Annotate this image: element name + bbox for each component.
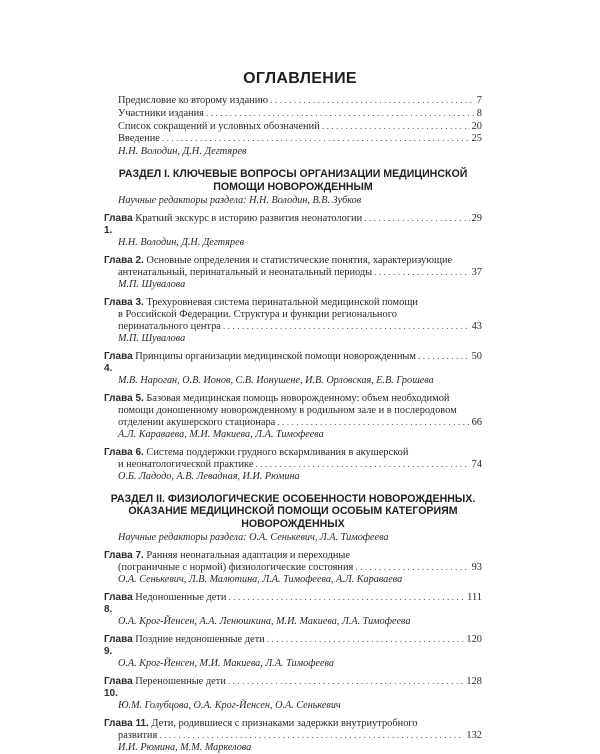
chapter-page: 93 <box>471 562 482 574</box>
chapter-title: отделении акушерского стационара <box>118 417 276 428</box>
chapter-label: Глава 3. <box>104 297 144 308</box>
chapter-title: Ранняя неонатальная адаптация и переходные <box>146 550 351 562</box>
toc-entry-page: 25 <box>471 133 482 145</box>
chapter-entry[interactable] <box>104 718 482 754</box>
chapter-label: Глава 2. <box>104 255 144 266</box>
dot-leader <box>206 109 475 121</box>
chapter-title-line <box>104 405 482 417</box>
section-heading-line: РАЗДЕЛ I. КЛЮЧЕВЫЕ ВОПРОСЫ ОРГАНИЗАЦИИ МЕДИЦИНСКОЙ <box>118 168 468 181</box>
chapter-title-line <box>104 592 482 616</box>
chapter-page: 29 <box>471 213 482 224</box>
chapter-title-line <box>104 309 482 321</box>
chapter-page: 111 <box>467 592 482 604</box>
chapter-title: Дети, родившиеся с признаками задержки внутриутробного <box>151 718 418 730</box>
chapter-label: Глава 9. <box>104 634 133 658</box>
chapter-title: (пограничные с нормой) физиологические состояния <box>118 562 354 574</box>
chapter-page: 43 <box>471 321 482 332</box>
chapter-title: Краткий экскурс в историю развития неонатологии <box>135 213 363 224</box>
chapter-entry[interactable] <box>104 297 482 345</box>
dot-leader <box>228 676 465 688</box>
chapter-title-line <box>104 676 482 700</box>
chapter-title-line <box>104 562 482 574</box>
toc-entry[interactable] <box>118 95 482 108</box>
chapter-title: Система поддержки грудного вскармливания в акушерской <box>146 447 409 458</box>
dot-leader <box>374 267 469 279</box>
section-heading <box>104 493 482 530</box>
toc-entry[interactable] <box>118 133 482 146</box>
front-matter-list <box>118 95 482 158</box>
chapter-authors: М.В. Нароган, О.В. Ионов, С.В. Ионушене, И.В. Орловская, Е.В. Грошева <box>118 375 434 386</box>
dot-leader <box>267 634 465 646</box>
chapter-title-line <box>104 393 482 405</box>
chapter-title-line <box>104 634 482 658</box>
toc-entry[interactable] <box>118 121 482 134</box>
chapter-title: развития <box>118 730 158 742</box>
chapter-title-line <box>104 351 482 375</box>
chapter-authors: М.П. Шувалова <box>118 333 186 344</box>
chapter-label: Глава 10. <box>104 676 133 700</box>
chapter-title: Трехуровневая система перинатальной медицинской помощи <box>146 297 418 308</box>
chapter-authors: О.А. Сенькевич, Л.В. Малютина, Л.А. Тимофеева, А.Л. Караваева <box>118 574 403 586</box>
toc-entry-title: Участники издания <box>118 107 204 119</box>
section-editors: Научные редакторы раздела: О.А. Сенькевич, Л.А. Тимофеева <box>118 532 389 544</box>
chapter-label: Глава 4. <box>104 351 133 374</box>
chapter-title-line <box>104 321 482 333</box>
chapter-authors: Ю.М. Голубцова, О.А. Крог-Йенсен, О.А. Сенькевич <box>118 700 341 712</box>
chapter-title: Основные определения и статистические понятия, характеризующие <box>146 255 453 266</box>
chapter-entry[interactable] <box>104 634 482 670</box>
chapter-page: 128 <box>466 676 482 688</box>
chapter-page: 132 <box>466 730 482 742</box>
section-editors: Научные редакторы раздела: Н.Н. Володин, В.В. Зубков <box>118 195 362 206</box>
chapter-title: в Российской Федерации. Структура и функции регионального <box>118 309 397 320</box>
chapter-authors: А.Л. Караваева, М.И. Макиева, Л.А. Тимофеева <box>118 429 324 440</box>
chapter-authors: И.И. Рюмина, М.М. Маркелова <box>118 742 252 754</box>
dot-leader <box>162 134 470 146</box>
dot-leader <box>355 562 469 574</box>
chapter-authors: Н.Н. Володин, Д.Н. Дегтярев <box>118 237 245 248</box>
chapter-title: Переношенные дети <box>135 676 226 688</box>
chapter-page: 37 <box>471 267 482 278</box>
toc-entry-page: 7 <box>476 95 482 106</box>
section-heading-line: РАЗДЕЛ II. ФИЗИОЛОГИЧЕСКИЕ ОСОБЕННОСТИ НОВОРОЖДЕННЫХ. <box>110 493 476 505</box>
chapter-entry[interactable] <box>104 592 482 628</box>
section-heading <box>104 168 482 193</box>
chapter-authors: О.А. Крог-Йенсен, М.И. Макиева, Л.А. Тимофеева <box>118 658 334 670</box>
toc-entry-page: 20 <box>471 120 482 132</box>
dot-leader <box>277 417 469 429</box>
chapter-title: антенатальный, перинатальный и неонатальный периоды <box>118 267 373 278</box>
dot-leader <box>418 351 470 363</box>
chapter-title: и неонатологической практике <box>118 459 254 470</box>
chapter-title-line <box>104 255 482 267</box>
section-heading-line: НОВОРОЖДЕННЫХ <box>241 517 345 530</box>
dot-leader <box>255 459 469 471</box>
dot-leader <box>270 96 475 108</box>
chapter-title: перинатального центра <box>118 321 221 332</box>
chapter-title: Базовая медицинская помощь новорожденному: объем необходимой <box>146 393 450 404</box>
chapter-title: помощи доношенному новорожденному в родильном зале и в послеродовом <box>118 405 457 416</box>
toc-entry-title: Введение <box>118 133 160 145</box>
section-heading-line: ПОМОЩИ НОВОРОЖДЕННЫМ <box>213 180 373 193</box>
chapter-title: Принципы организации медицинской помощи новорожденным <box>135 351 416 362</box>
toc-entry-page: 8 <box>476 107 482 119</box>
chapter-title-line <box>104 730 482 742</box>
dot-leader <box>228 592 465 604</box>
chapter-entry[interactable] <box>104 676 482 712</box>
chapter-entry[interactable] <box>104 447 482 483</box>
chapter-authors: О.Б. Ладодо, А.В. Леваднaя, И.И. Рюмина <box>118 471 300 482</box>
chapter-page: 50 <box>471 351 482 362</box>
chapter-authors: О.А. Крог-Йенсен, А.А. Ленюшкина, М.И. Макиева, Л.А. Тимофеева <box>118 616 411 628</box>
section-heading-line: ОКАЗАНИЕ МЕДИЦИНСКОЙ ПОМОЩИ ОСОБЫМ КАТЕГОРИЯМ <box>128 505 458 518</box>
front-matter-authors: Н.Н. Володин, Д.Н. Дегтярев <box>118 146 247 158</box>
chapter-label: Глава 1. <box>104 213 133 236</box>
chapter-title: Поздние недоношенные дети <box>135 634 265 646</box>
toc-entry[interactable] <box>118 108 482 121</box>
toc-entry-title: Предисловие ко второму изданию <box>118 95 269 106</box>
chapter-title-line <box>104 213 482 237</box>
chapter-page: 74 <box>471 459 482 470</box>
chapter-title-line <box>104 417 482 429</box>
toc-content <box>104 95 482 754</box>
chapter-entry[interactable] <box>104 393 482 441</box>
chapter-label: Глава 6. <box>104 447 144 458</box>
chapter-entry[interactable] <box>104 213 482 249</box>
chapter-title-line <box>104 718 482 730</box>
dot-leader <box>322 122 470 134</box>
chapter-page: 120 <box>466 634 482 646</box>
chapter-title-line <box>104 550 482 562</box>
chapter-title-line <box>104 459 482 471</box>
dot-leader <box>364 213 469 225</box>
dot-leader <box>223 321 470 333</box>
chapter-entry[interactable] <box>104 550 482 586</box>
chapter-title: Недоношенные дети <box>135 592 227 604</box>
chapter-label: Глава 7. <box>104 550 144 562</box>
chapter-page: 66 <box>471 417 482 428</box>
chapter-label: Глава 8. <box>104 592 133 616</box>
toc-entry-title: Список сокращений и условных обозначений <box>118 120 320 132</box>
chapter-title-line <box>104 297 482 309</box>
chapter-label: Глава 11. <box>104 718 149 730</box>
dot-leader <box>159 730 464 742</box>
chapter-title-line <box>104 447 482 459</box>
chapter-entry[interactable] <box>104 255 482 291</box>
chapter-entry[interactable] <box>104 351 482 387</box>
chapter-label: Глава 5. <box>104 393 144 404</box>
chapter-authors: М.П. Шувалова <box>118 279 186 290</box>
chapter-title-line <box>104 267 482 279</box>
page-title: ОГЛАВЛЕНИЕ <box>243 70 357 87</box>
